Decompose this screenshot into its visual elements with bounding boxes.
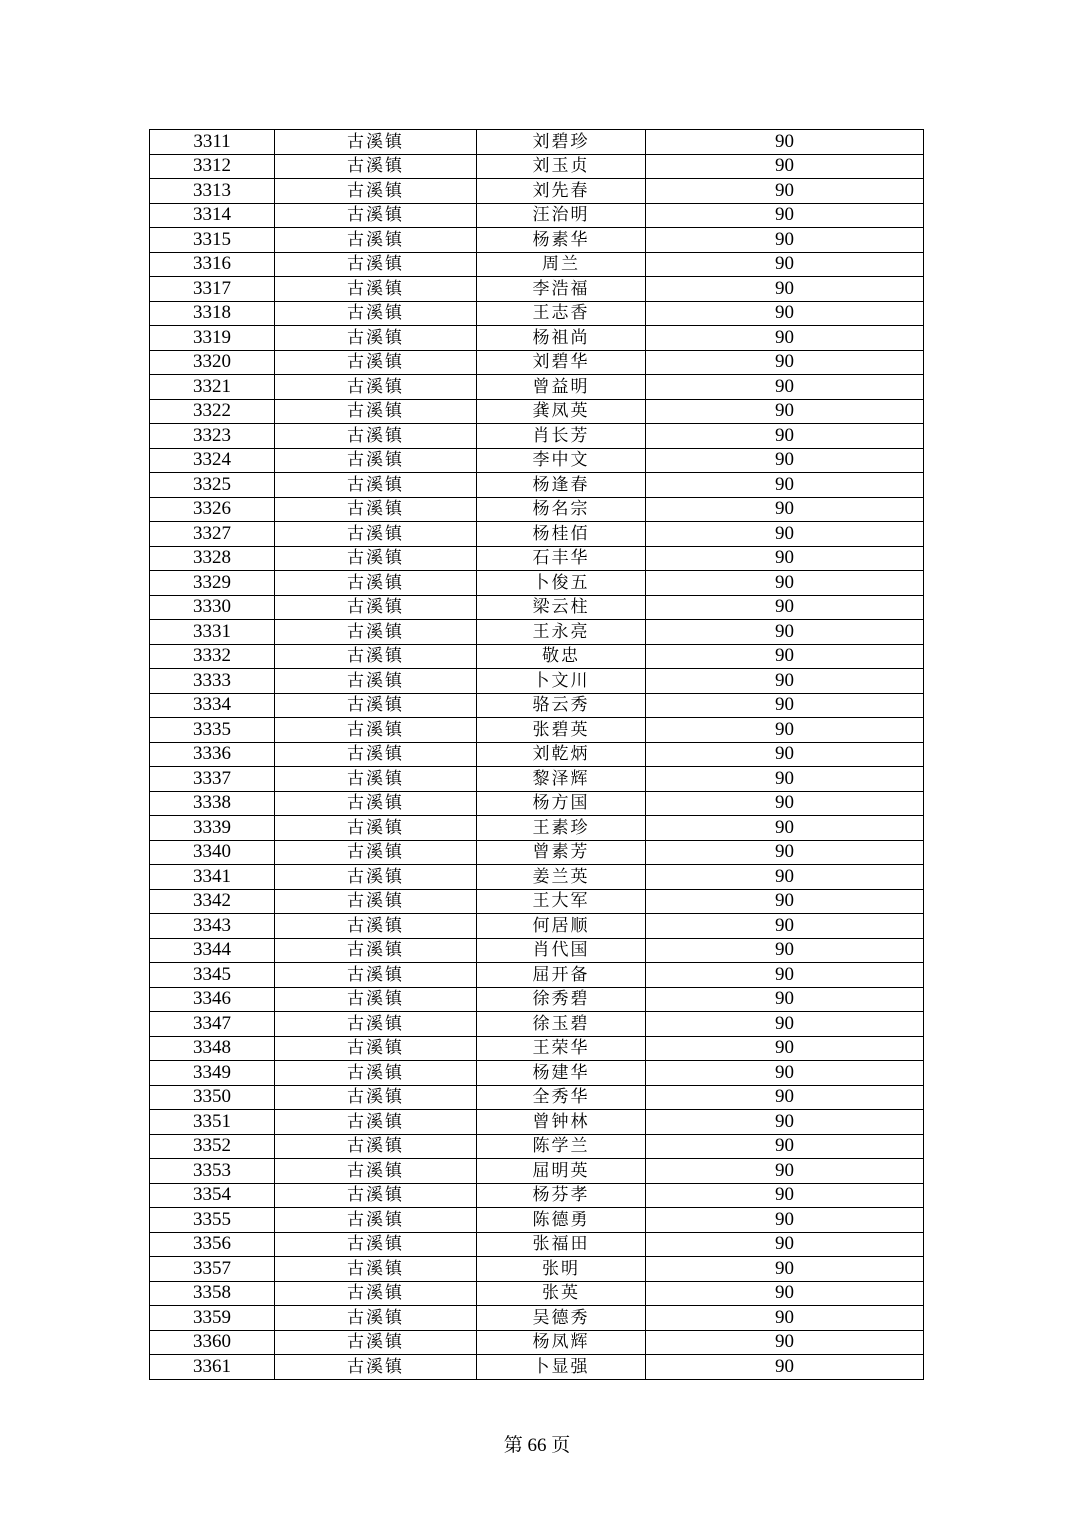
table-row xyxy=(150,350,924,375)
score-cell: 90 xyxy=(646,350,924,375)
table-row xyxy=(150,1306,924,1331)
table-row xyxy=(150,791,924,816)
table-row xyxy=(150,277,924,302)
row-number-cell: 3348 xyxy=(150,1036,275,1061)
town-cell: 古溪镇 xyxy=(275,865,477,890)
score-cell: 90 xyxy=(646,1159,924,1184)
row-number-cell: 3336 xyxy=(150,742,275,767)
row-number-cell: 3316 xyxy=(150,252,275,277)
table-row xyxy=(150,1134,924,1159)
person-name-cell: 李浩福 xyxy=(477,277,646,302)
town-cell: 古溪镇 xyxy=(275,1208,477,1233)
row-number-cell: 3344 xyxy=(150,938,275,963)
person-name-cell: 敬忠 xyxy=(477,644,646,669)
score-cell: 90 xyxy=(646,644,924,669)
town-cell: 古溪镇 xyxy=(275,1330,477,1355)
town-cell: 古溪镇 xyxy=(275,350,477,375)
person-name-cell: 曾益明 xyxy=(477,375,646,400)
person-name-cell: 王永亮 xyxy=(477,620,646,645)
person-name-cell: 王大军 xyxy=(477,889,646,914)
table-row xyxy=(150,767,924,792)
score-cell: 90 xyxy=(646,791,924,816)
table-row xyxy=(150,1036,924,1061)
person-name-cell: 杨素华 xyxy=(477,228,646,253)
row-number-cell: 3347 xyxy=(150,1012,275,1037)
person-name-cell: 杨逢春 xyxy=(477,473,646,498)
score-cell: 90 xyxy=(646,987,924,1012)
person-name-cell: 黎泽辉 xyxy=(477,767,646,792)
town-cell: 古溪镇 xyxy=(275,1232,477,1257)
table-row xyxy=(150,669,924,694)
score-cell: 90 xyxy=(646,326,924,351)
score-cell: 90 xyxy=(646,718,924,743)
person-name-cell: 卜文川 xyxy=(477,669,646,694)
row-number-cell: 3322 xyxy=(150,399,275,424)
person-name-cell: 王荣华 xyxy=(477,1036,646,1061)
person-name-cell: 杨方国 xyxy=(477,791,646,816)
score-cell: 90 xyxy=(646,203,924,228)
town-cell: 古溪镇 xyxy=(275,497,477,522)
score-cell: 90 xyxy=(646,914,924,939)
town-cell: 古溪镇 xyxy=(275,448,477,473)
town-cell: 古溪镇 xyxy=(275,399,477,424)
score-cell: 90 xyxy=(646,473,924,498)
table-row xyxy=(150,595,924,620)
town-cell: 古溪镇 xyxy=(275,595,477,620)
table-row xyxy=(150,424,924,449)
page-footer xyxy=(0,1430,1074,1457)
town-cell: 古溪镇 xyxy=(275,987,477,1012)
row-number-cell: 3320 xyxy=(150,350,275,375)
score-cell: 90 xyxy=(646,1208,924,1233)
score-cell: 90 xyxy=(646,571,924,596)
town-cell: 古溪镇 xyxy=(275,669,477,694)
table-row xyxy=(150,228,924,253)
row-number-cell: 3356 xyxy=(150,1232,275,1257)
town-cell: 古溪镇 xyxy=(275,154,477,179)
person-name-cell: 卜显强 xyxy=(477,1355,646,1380)
table-row xyxy=(150,718,924,743)
row-number-cell: 3314 xyxy=(150,203,275,228)
town-cell: 古溪镇 xyxy=(275,1306,477,1331)
row-number-cell: 3346 xyxy=(150,987,275,1012)
person-name-cell: 骆云秀 xyxy=(477,693,646,718)
score-cell: 90 xyxy=(646,669,924,694)
row-number-cell: 3339 xyxy=(150,816,275,841)
row-number-cell: 3343 xyxy=(150,914,275,939)
score-cell: 90 xyxy=(646,865,924,890)
row-number-cell: 3361 xyxy=(150,1355,275,1380)
row-number-cell: 3313 xyxy=(150,179,275,204)
town-cell: 古溪镇 xyxy=(275,620,477,645)
table-row xyxy=(150,938,924,963)
table-row xyxy=(150,1330,924,1355)
town-cell: 古溪镇 xyxy=(275,1110,477,1135)
score-cell: 90 xyxy=(646,1330,924,1355)
person-name-cell: 张英 xyxy=(477,1281,646,1306)
person-name-cell: 汪治明 xyxy=(477,203,646,228)
town-cell: 古溪镇 xyxy=(275,1085,477,1110)
person-name-cell: 梁云柱 xyxy=(477,595,646,620)
table-row xyxy=(150,546,924,571)
row-number-cell: 3360 xyxy=(150,1330,275,1355)
score-cell: 90 xyxy=(646,1306,924,1331)
person-name-cell: 周兰 xyxy=(477,252,646,277)
town-cell: 古溪镇 xyxy=(275,130,477,155)
row-number-cell: 3345 xyxy=(150,963,275,988)
table-row xyxy=(150,448,924,473)
score-cell: 90 xyxy=(646,546,924,571)
row-number-cell: 3331 xyxy=(150,620,275,645)
score-cell: 90 xyxy=(646,448,924,473)
row-number-cell: 3341 xyxy=(150,865,275,890)
score-cell: 90 xyxy=(646,742,924,767)
score-cell: 90 xyxy=(646,1012,924,1037)
row-number-cell: 3358 xyxy=(150,1281,275,1306)
row-number-cell: 3350 xyxy=(150,1085,275,1110)
person-name-cell: 杨凤辉 xyxy=(477,1330,646,1355)
row-number-cell: 3353 xyxy=(150,1159,275,1184)
table-row xyxy=(150,889,924,914)
table-row xyxy=(150,252,924,277)
person-name-cell: 刘玉贞 xyxy=(477,154,646,179)
score-cell: 90 xyxy=(646,840,924,865)
table-row xyxy=(150,203,924,228)
row-number-cell: 3325 xyxy=(150,473,275,498)
person-name-cell: 吴德秀 xyxy=(477,1306,646,1331)
table-row xyxy=(150,154,924,179)
row-number-cell: 3342 xyxy=(150,889,275,914)
score-cell: 90 xyxy=(646,424,924,449)
town-cell: 古溪镇 xyxy=(275,644,477,669)
table-row xyxy=(150,816,924,841)
town-cell: 古溪镇 xyxy=(275,473,477,498)
person-name-cell: 屈明英 xyxy=(477,1159,646,1184)
score-cell: 90 xyxy=(646,693,924,718)
score-cell: 90 xyxy=(646,301,924,326)
row-number-cell: 3329 xyxy=(150,571,275,596)
person-name-cell: 何居顺 xyxy=(477,914,646,939)
person-name-cell: 陈学兰 xyxy=(477,1134,646,1159)
score-cell: 90 xyxy=(646,1281,924,1306)
table-row xyxy=(150,1110,924,1135)
town-cell: 古溪镇 xyxy=(275,546,477,571)
score-cell: 90 xyxy=(646,228,924,253)
score-cell: 90 xyxy=(646,179,924,204)
town-cell: 古溪镇 xyxy=(275,301,477,326)
town-cell: 古溪镇 xyxy=(275,522,477,547)
score-cell: 90 xyxy=(646,1183,924,1208)
table-row xyxy=(150,963,924,988)
town-cell: 古溪镇 xyxy=(275,1281,477,1306)
table-row xyxy=(150,644,924,669)
table-row xyxy=(150,522,924,547)
row-number-cell: 3334 xyxy=(150,693,275,718)
town-cell: 古溪镇 xyxy=(275,791,477,816)
score-cell: 90 xyxy=(646,1232,924,1257)
row-number-cell: 3321 xyxy=(150,375,275,400)
score-cell: 90 xyxy=(646,595,924,620)
score-cell: 90 xyxy=(646,497,924,522)
score-cell: 90 xyxy=(646,1085,924,1110)
person-name-cell: 刘碧珍 xyxy=(477,130,646,155)
row-number-cell: 3332 xyxy=(150,644,275,669)
person-name-cell: 张碧英 xyxy=(477,718,646,743)
row-number-cell: 3349 xyxy=(150,1061,275,1086)
town-cell: 古溪镇 xyxy=(275,963,477,988)
person-name-cell: 王素珍 xyxy=(477,816,646,841)
person-name-cell: 石丰华 xyxy=(477,546,646,571)
town-cell: 古溪镇 xyxy=(275,1012,477,1037)
score-cell: 90 xyxy=(646,252,924,277)
row-number-cell: 3333 xyxy=(150,669,275,694)
row-number-cell: 3338 xyxy=(150,791,275,816)
table-row xyxy=(150,1085,924,1110)
person-name-cell: 刘先春 xyxy=(477,179,646,204)
person-name-cell: 龚凤英 xyxy=(477,399,646,424)
row-number-cell: 3311 xyxy=(150,130,275,155)
score-cell: 90 xyxy=(646,963,924,988)
town-cell: 古溪镇 xyxy=(275,914,477,939)
person-name-cell: 刘碧华 xyxy=(477,350,646,375)
score-cell: 90 xyxy=(646,938,924,963)
score-cell: 90 xyxy=(646,154,924,179)
table-row xyxy=(150,1355,924,1380)
row-number-cell: 3330 xyxy=(150,595,275,620)
person-name-cell: 张福田 xyxy=(477,1232,646,1257)
table-row xyxy=(150,326,924,351)
score-cell: 90 xyxy=(646,1257,924,1282)
town-cell: 古溪镇 xyxy=(275,375,477,400)
town-cell: 古溪镇 xyxy=(275,1036,477,1061)
town-cell: 古溪镇 xyxy=(275,718,477,743)
table-row xyxy=(150,914,924,939)
town-cell: 古溪镇 xyxy=(275,840,477,865)
score-cell: 90 xyxy=(646,767,924,792)
row-number-cell: 3352 xyxy=(150,1134,275,1159)
person-name-cell: 杨祖尚 xyxy=(477,326,646,351)
person-name-cell: 徐玉碧 xyxy=(477,1012,646,1037)
score-cell: 90 xyxy=(646,1134,924,1159)
table-row xyxy=(150,987,924,1012)
town-cell: 古溪镇 xyxy=(275,326,477,351)
score-cell: 90 xyxy=(646,522,924,547)
table-row xyxy=(150,620,924,645)
person-name-cell: 陈德勇 xyxy=(477,1208,646,1233)
row-number-cell: 3324 xyxy=(150,448,275,473)
person-name-cell: 杨名宗 xyxy=(477,497,646,522)
table-row xyxy=(150,571,924,596)
row-number-cell: 3317 xyxy=(150,277,275,302)
score-cell: 90 xyxy=(646,130,924,155)
person-name-cell: 姜兰英 xyxy=(477,865,646,890)
score-cell: 90 xyxy=(646,277,924,302)
table-row xyxy=(150,1208,924,1233)
table-row xyxy=(150,742,924,767)
row-number-cell: 3355 xyxy=(150,1208,275,1233)
table-row xyxy=(150,865,924,890)
town-cell: 古溪镇 xyxy=(275,1061,477,1086)
row-number-cell: 3319 xyxy=(150,326,275,351)
town-cell: 古溪镇 xyxy=(275,1183,477,1208)
person-name-cell: 张明 xyxy=(477,1257,646,1282)
roster-table-body xyxy=(150,130,924,1380)
town-cell: 古溪镇 xyxy=(275,742,477,767)
table-row xyxy=(150,1159,924,1184)
row-number-cell: 3327 xyxy=(150,522,275,547)
row-number-cell: 3337 xyxy=(150,767,275,792)
row-number-cell: 3315 xyxy=(150,228,275,253)
score-cell: 90 xyxy=(646,1110,924,1135)
footer-suffix: 页 xyxy=(551,1435,571,1456)
town-cell: 古溪镇 xyxy=(275,277,477,302)
roster-table xyxy=(149,129,924,1380)
row-number-cell: 3335 xyxy=(150,718,275,743)
town-cell: 古溪镇 xyxy=(275,889,477,914)
row-number-cell: 3359 xyxy=(150,1306,275,1331)
town-cell: 古溪镇 xyxy=(275,424,477,449)
town-cell: 古溪镇 xyxy=(275,767,477,792)
town-cell: 古溪镇 xyxy=(275,228,477,253)
town-cell: 古溪镇 xyxy=(275,571,477,596)
score-cell: 90 xyxy=(646,1036,924,1061)
town-cell: 古溪镇 xyxy=(275,252,477,277)
score-cell: 90 xyxy=(646,399,924,424)
person-name-cell: 杨芬孝 xyxy=(477,1183,646,1208)
table-row xyxy=(150,375,924,400)
row-number-cell: 3312 xyxy=(150,154,275,179)
table-row xyxy=(150,1061,924,1086)
person-name-cell: 曾素芳 xyxy=(477,840,646,865)
table-row xyxy=(150,1281,924,1306)
table-row xyxy=(150,840,924,865)
page-number: 66 xyxy=(527,1435,547,1456)
person-name-cell: 李中文 xyxy=(477,448,646,473)
town-cell: 古溪镇 xyxy=(275,1159,477,1184)
person-name-cell: 全秀华 xyxy=(477,1085,646,1110)
person-name-cell: 杨桂佰 xyxy=(477,522,646,547)
score-cell: 90 xyxy=(646,1061,924,1086)
town-cell: 古溪镇 xyxy=(275,179,477,204)
town-cell: 古溪镇 xyxy=(275,1134,477,1159)
person-name-cell: 屈开备 xyxy=(477,963,646,988)
town-cell: 古溪镇 xyxy=(275,203,477,228)
table-row xyxy=(150,399,924,424)
person-name-cell: 徐秀碧 xyxy=(477,987,646,1012)
row-number-cell: 3354 xyxy=(150,1183,275,1208)
table-row xyxy=(150,179,924,204)
table-row xyxy=(150,473,924,498)
score-cell: 90 xyxy=(646,620,924,645)
town-cell: 古溪镇 xyxy=(275,1257,477,1282)
table-row xyxy=(150,497,924,522)
score-cell: 90 xyxy=(646,889,924,914)
town-cell: 古溪镇 xyxy=(275,938,477,963)
score-cell: 90 xyxy=(646,375,924,400)
table-row xyxy=(150,1257,924,1282)
town-cell: 古溪镇 xyxy=(275,693,477,718)
person-name-cell: 刘乾炳 xyxy=(477,742,646,767)
row-number-cell: 3328 xyxy=(150,546,275,571)
row-number-cell: 3340 xyxy=(150,840,275,865)
person-name-cell: 曾钟林 xyxy=(477,1110,646,1135)
person-name-cell: 肖代国 xyxy=(477,938,646,963)
row-number-cell: 3357 xyxy=(150,1257,275,1282)
table-row xyxy=(150,1232,924,1257)
table-row xyxy=(150,130,924,155)
town-cell: 古溪镇 xyxy=(275,816,477,841)
person-name-cell: 卜俊五 xyxy=(477,571,646,596)
person-name-cell: 肖长芳 xyxy=(477,424,646,449)
row-number-cell: 3351 xyxy=(150,1110,275,1135)
table-row xyxy=(150,693,924,718)
person-name-cell: 杨建华 xyxy=(477,1061,646,1086)
table-row xyxy=(150,301,924,326)
person-name-cell: 王志香 xyxy=(477,301,646,326)
row-number-cell: 3326 xyxy=(150,497,275,522)
score-cell: 90 xyxy=(646,816,924,841)
footer-prefix: 第 xyxy=(503,1435,523,1456)
table-row xyxy=(150,1183,924,1208)
score-cell: 90 xyxy=(646,1355,924,1380)
town-cell: 古溪镇 xyxy=(275,1355,477,1380)
row-number-cell: 3318 xyxy=(150,301,275,326)
row-number-cell: 3323 xyxy=(150,424,275,449)
table-row xyxy=(150,1012,924,1037)
